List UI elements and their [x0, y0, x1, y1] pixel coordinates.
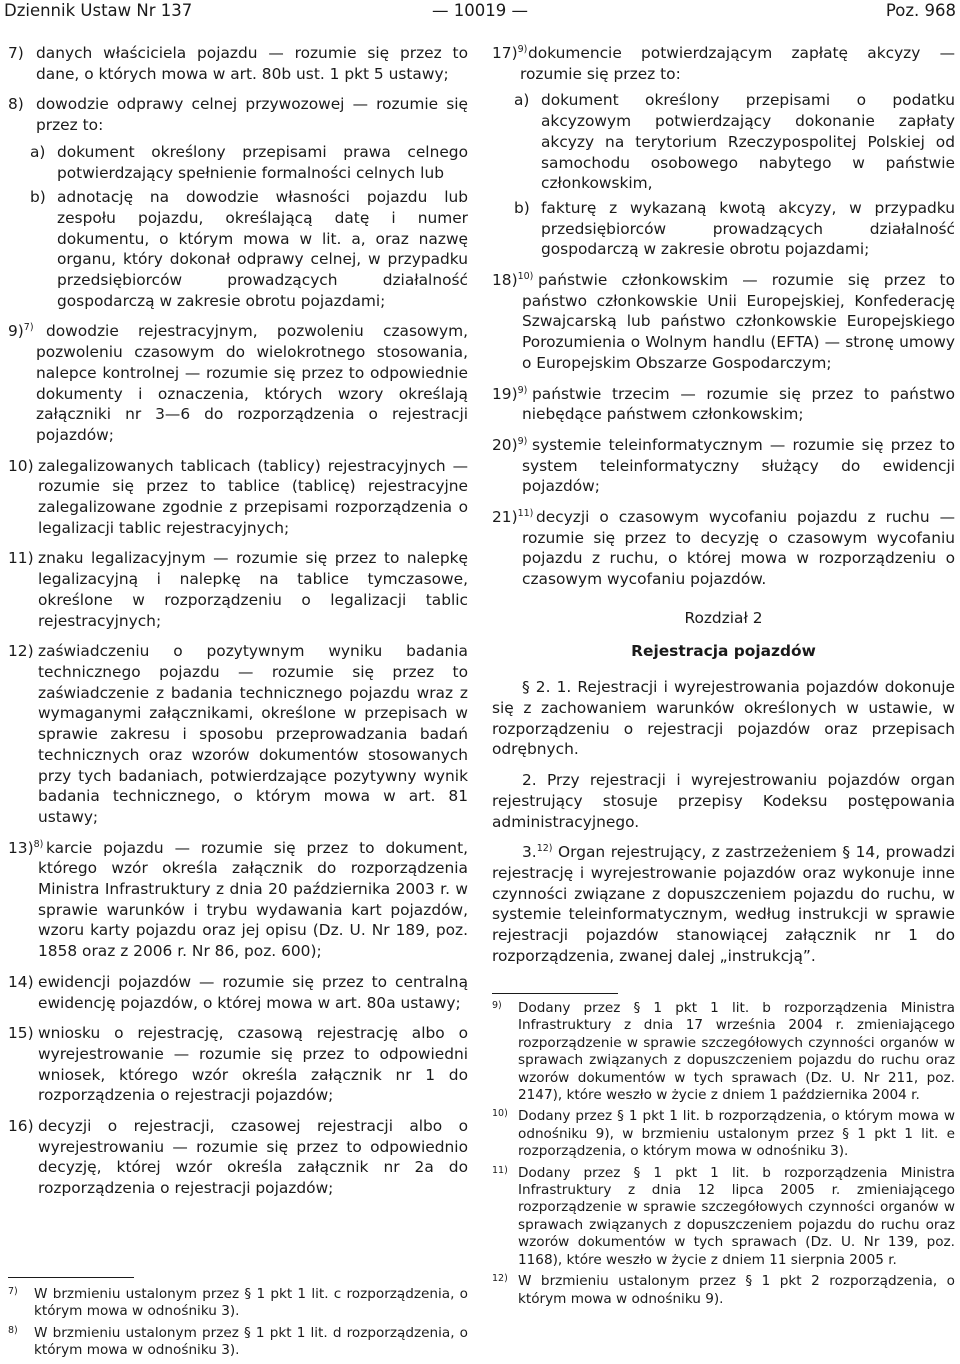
- chapter-title: Rejestracja pojazdów: [631, 641, 816, 660]
- definition-item-17a: [514, 90, 955, 194]
- page-number: — 10019 —: [432, 1, 528, 20]
- definition-item-20: [492, 435, 955, 497]
- item-text: państwie trzecim — rozumie się przez to państwo niebędące państwem członkowskim;: [522, 384, 955, 424]
- paragraph-2-2: 2. Przy rejestracji i wyrejestrowaniu pojazdów organ rejestrujący stosuje przepisy Kodeksu postępowania administracyjnego.: [492, 771, 955, 831]
- item-number: 21): [492, 508, 518, 527]
- sub-item-letter: a): [30, 142, 46, 161]
- definition-item-11: [8, 548, 468, 631]
- paragraph-number: 3.: [522, 843, 537, 862]
- footnote-11: [492, 1165, 955, 1269]
- position-number: Poz. 968: [885, 1, 956, 20]
- footnote-text: W brzmieniu ustalonym przez § 1 pkt 1 lit. c rozporządzenia, o którym mowa w odnośniku 3).: [34, 1286, 468, 1320]
- sub-item-text: fakturę z wykazaną kwotą akcyzy, w przypadku przedsiębiorców prowadzących działalność gospodarczą w zakresie obrotu pojazdami;: [541, 198, 955, 259]
- footnote-ref: 7): [23, 322, 34, 334]
- right-column: [492, 43, 955, 976]
- definition-item-10: [8, 456, 468, 539]
- item-number: 19): [492, 384, 518, 403]
- right-footnotes: [492, 1000, 955, 1312]
- footnote-ref: 10): [517, 271, 534, 283]
- sub-item-text: dokument określony przepisami o podatku akcyzowym potwierdzający dokonanie zapłaty akcyzy na terytorium Rzeczypospolitej Polskiej od samochodu osobowego nabytego w państwie członkowskim,: [541, 91, 955, 193]
- item-text: decyzji o rejestracji, czasowej rejestracji albo o wyrejestrowaniu — rozumie się przez to odpowiednio decyzję, której wzór określa załącznik nr 2a do rozporządzenia o rejestracji pojazdów;: [38, 1117, 468, 1198]
- item-text: wniosku o rejestrację, czasową rejestrację albo o wyrejestrowanie — rozumie się przez to odpowiedni wniosek, którego wzór określa załącznik nr 1 do rozporządzenia o rejestracji pojazdów;: [38, 1024, 468, 1105]
- chapter-number: Rozdział 2: [684, 608, 763, 627]
- sub-item-letter: a): [514, 91, 530, 110]
- item-number: 17): [492, 44, 518, 62]
- footnote-number: 10): [492, 1108, 508, 1120]
- sub-item-letter: b): [514, 198, 530, 217]
- item-text: państwie członkowskim — rozumie się przez to państwo członkowskie Unii Europejskiej, Konfederację Szwajcarską lub państwo członkowskie Europejskiego Porozumienia o Wolnym handlu (EFTA) — stronę umowy o Europejskim Obszarze Gospodarczym;: [522, 271, 955, 372]
- item-text: znaku legalizacyjnym — rozumie się przez to nalepkę legalizacyjną i nalepkę na tablice tymczasowe, określone w rozporządzeniu o legalizacji tablic rejestracyjnych;: [38, 549, 468, 630]
- sub-item-letter: b): [30, 188, 46, 207]
- definition-item-8b: [30, 187, 468, 311]
- footnote-text: W brzmieniu ustalonym przez § 1 pkt 2 rozporządzenia, o którym mowa w odnośniku 9).: [518, 1273, 955, 1307]
- item-number: 9): [8, 322, 24, 341]
- footnote-number: 9): [492, 1000, 502, 1011]
- footnote-ref: 9): [517, 44, 528, 55]
- item-text: ewidencji pojazdów — rozumie się przez to centralną ewidencję pojazdów, o której mowa w art. 80a ustawy;: [38, 972, 468, 1012]
- footnote-10: [492, 1108, 955, 1160]
- footnote-9: [492, 1000, 955, 1104]
- footnote-12: [492, 1273, 955, 1308]
- footnote-ref: 11): [517, 508, 534, 520]
- definition-item-7: [8, 43, 468, 84]
- definition-item-13: [8, 838, 468, 962]
- paragraph-2-1: § 2. 1. Rejestracji i wyrejestrowania pojazdów dokonuje się z zachowaniem warunków określonych w ustawie, w rozporządzeniu o rejestracji pojazdów oraz przepisach odrębnych.: [492, 678, 955, 759]
- item-number: 20): [492, 435, 518, 454]
- page-header: [4, 0, 956, 22]
- item-number: 10): [8, 456, 34, 475]
- footnote-number: 12): [492, 1273, 508, 1285]
- footnote-number: 7): [8, 1286, 18, 1297]
- item-text: zaświadczeniu o pozytywnym wyniku badania technicznego pojazdu — rozumie się przez to zaświadczenie z badania technicznego pojazdu wraz z wymaganymi załącznikami, określone w przepisach w sprawie zakresu i sposobu przeprowadzania badań technicznych oraz wzorów dokumentów stosowanych przy tych badaniach, potwierdzające pozytywny wynik badania technicznego, o którym mowa w art. 81 ustawy;: [38, 642, 468, 826]
- definition-item-17: [492, 43, 955, 84]
- item-text: karcie pojazdu — rozumie się przez to dokument, którego wzór określa załącznik do rozporządzenia Ministra Infrastruktury z dnia 20 października 2003 r. w sprawie warunków i trybu wydawania kart pojazdów, wzoru karty pojazdu oraz jej opisu (Dz. U. Nr 189, poz. 1858 oraz z 2006 r. Nr 86, poz. 600);: [38, 838, 468, 961]
- item-text: zalegalizowanych tablicach (tablicy) rejestracyjnych — rozumie się przez to tablice (tablicę) rejestracyjne zalegalizowane zgodnie z przepisami rozporządzenia o legalizacji tablic rejestracyjnych;: [38, 456, 468, 537]
- footnote-ref: 9): [517, 384, 528, 396]
- definition-item-16: [8, 1116, 468, 1199]
- footnote-7: [8, 1286, 468, 1321]
- footnote-text: W brzmieniu ustalonym przez § 1 pkt 1 lit. d rozporządzenia, o którym mowa w odnośniku 3).: [34, 1324, 468, 1359]
- item-text: dokumencie potwierdzającym zapłatę akcyzy — rozumie się przez to:: [520, 44, 955, 83]
- footnote-rule: [492, 993, 618, 994]
- sub-item-text: dokument określony przepisami prawa celnego potwierdzający spełnienie formalności celnych lub: [57, 142, 468, 182]
- definition-item-19: [492, 384, 955, 425]
- definition-item-12: [8, 641, 468, 827]
- definition-item-9: [8, 321, 468, 445]
- footnote-8: [8, 1325, 468, 1360]
- footnote-text: Dodany przez § 1 pkt 1 lit. b rozporządzenia, o którym mowa w odnośniku 9), w brzmieniu ustalonym przez § 1 pkt 1 lit. e rozporządzenia, o którym mowa w odnośniku 3).: [518, 1108, 955, 1160]
- item-text: systemie teleinformatycznym — rozumie się przez to system teleinformatyczny służący do ewidencji pojazdów;: [522, 435, 955, 496]
- item-text: danych właściciela pojazdu — rozumie się przez to dane, o których mowa w art. 80b ust. 1 pkt 5 ustawy;: [36, 44, 468, 83]
- left-column: [8, 43, 468, 1209]
- definition-item-17b: [514, 198, 955, 260]
- footnote-ref: 8): [33, 838, 44, 850]
- definition-item-8a: [30, 142, 468, 183]
- item-number: 16): [8, 1117, 34, 1136]
- sub-item-text: adnotację na dowodzie własności pojazdu lub zespołu pojazdu, określającą datę i numer dokumentu, o którym mowa w lit. a, oraz nazwę organu, który dokonał odprawy celnej, w przypadku przedsiębiorców prowadzących działalność gospodarczą w zakresie obrotu pojazdami;: [57, 188, 468, 310]
- footnote-number: 8): [8, 1324, 18, 1336]
- footnote-ref: 12): [536, 843, 553, 855]
- definition-item-18: [492, 270, 955, 374]
- item-number: 12): [8, 642, 34, 661]
- footnote-text: Dodany przez § 1 pkt 1 lit. b rozporządzenia Ministra Infrastruktury z dnia 12 lipca 2005 r. zmieniającego rozporządzenie w sprawie szczegółowych czynności organów w sprawach związanych z dopuszczeniem pojazdu do ruchu oraz wzorów dokumentów w tych sprawach (Dz. U. Nr 139, poz. 1168), które weszło w życie z dniem 11 sierpnia 2005 r.: [518, 1164, 955, 1268]
- item-number: 15): [8, 1024, 34, 1043]
- paragraph-text: Organ rejestrujący, z zastrzeżeniem § 14, prowadzi rejestrację i wyrejestrowanie pojazdów oraz wykonuje inne czynności związane z dopuszczeniem pojazdu do ruchu, w systemie teleinformatycznym, według instrukcji w sprawie rejestracji pojazdów stanowiącej załącznik nr 1 do rozporządzenia, zwanej dalej „instrukcją”.: [492, 843, 955, 965]
- item-number: 14): [8, 972, 34, 991]
- item-number: 8): [8, 95, 24, 114]
- journal-title: Dziennik Ustaw Nr 137: [4, 1, 193, 20]
- item-number: 7): [8, 44, 24, 62]
- definition-item-15: [8, 1023, 468, 1106]
- left-footnotes: [8, 1286, 468, 1364]
- item-text: dowodzie odprawy celnej przywozowej — rozumie się przez to:: [36, 95, 468, 135]
- footnote-ref: 9): [517, 435, 528, 447]
- item-text: dowodzie rejestracyjnym, pozwoleniu czasowym, pozwoleniu czasowym do wielokrotnego stosowania, nalepce kontrolnej — rozumie się przez to odpowiednie dokumenty i oznaczenia, których wzory określają załączniki nr 3—6 do rozporządzenia o rejestracji pojazdów;: [36, 322, 468, 444]
- item-number: 11): [8, 549, 34, 568]
- definition-item-14: [8, 972, 468, 1013]
- definition-item-21: [492, 507, 955, 590]
- item-text: decyzji o czasowym wycofaniu pojazdu z ruchu — rozumie się przez to decyzję o czasowym wycofaniu pojazdu z ruchu, o której mowa w rozporządzeniu o czasowym wycofaniu pojazdów.: [522, 508, 955, 589]
- footnote-rule: [8, 1277, 134, 1278]
- footnote-number: 11): [492, 1164, 508, 1176]
- item-number: 13): [8, 838, 34, 857]
- paragraph-2-3: [492, 842, 955, 966]
- item-number: 18): [492, 271, 518, 290]
- definition-item-8: [8, 94, 468, 135]
- footnote-text: Dodany przez § 1 pkt 1 lit. b rozporządzenia Ministra Infrastruktury z dnia 17 września 2004 r. zmieniającego rozporządzenie w sprawie szczegółowych czynności organów w sprawach związanych z dopuszczeniem pojazdu do ruchu oraz wzorów dokumentów w tych sprawach (Dz. U. Nr 211, poz. 2147), które weszło w życie z dniem 1 października 2004 r.: [518, 1000, 955, 1104]
